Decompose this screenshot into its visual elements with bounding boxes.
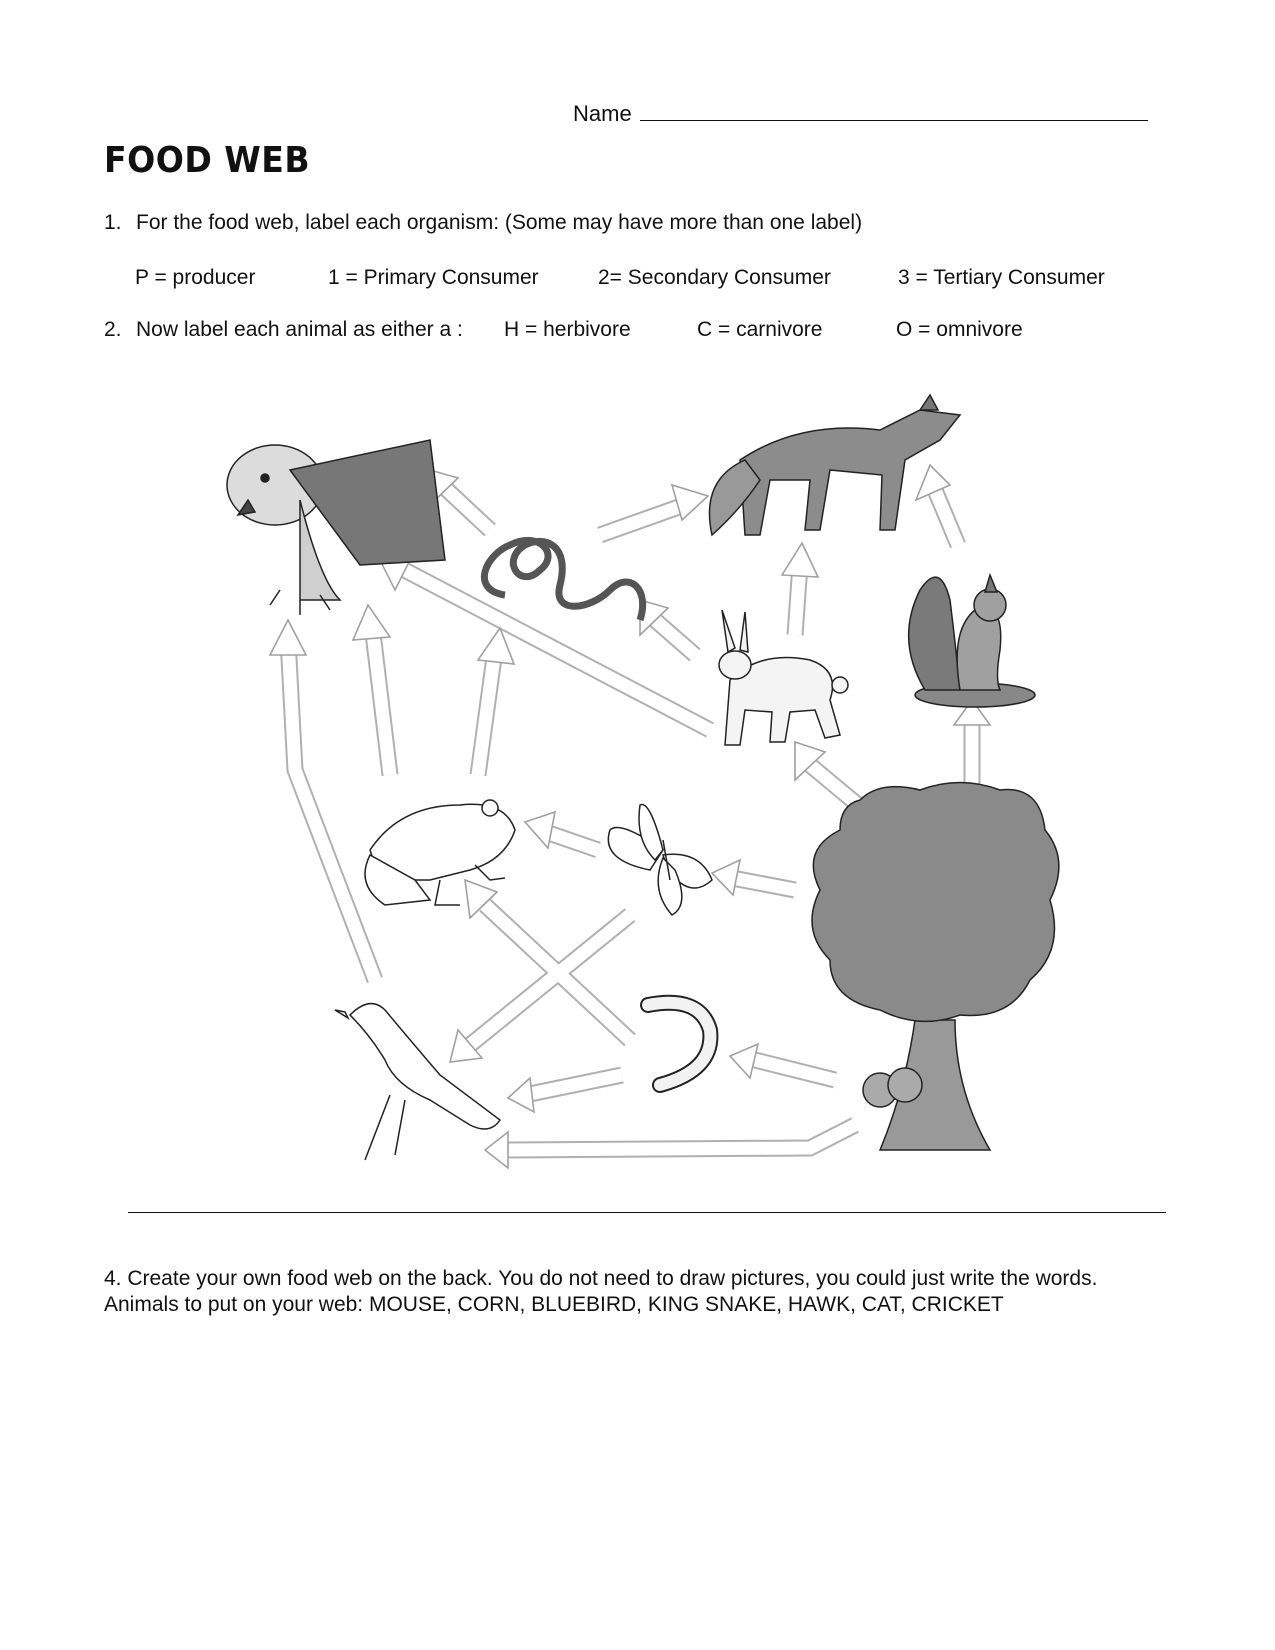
label-secondary-consumer: 2= Secondary Consumer	[598, 266, 831, 289]
question-1-text: For the food web, label each organism: (Some may have more than one label)	[136, 211, 863, 234]
divider-line	[128, 1212, 1166, 1213]
rabbit-figure	[719, 610, 848, 745]
arrowhead	[782, 543, 818, 577]
label-carnivore: C = carnivore	[697, 318, 823, 341]
question-2-text: Now label each animal as either a :	[136, 318, 463, 341]
tree-figure	[812, 783, 1059, 1151]
question-2-number: 2.	[104, 318, 122, 341]
label-omnivore: O = omnivore	[896, 318, 1023, 341]
arrowhead	[353, 605, 390, 640]
arrowhead	[730, 1044, 758, 1078]
name-label: Name	[573, 101, 632, 126]
label-primary-consumer: 1 = Primary Consumer	[328, 266, 539, 289]
arrowhead	[485, 1132, 508, 1168]
bird-figure	[335, 1004, 500, 1160]
worksheet-title: FOOD WEB	[104, 140, 311, 181]
snake-figure	[484, 540, 642, 620]
butterfly-figure	[608, 805, 712, 915]
fox-figure	[709, 395, 960, 535]
arrowhead	[508, 1078, 534, 1112]
arrowhead	[270, 620, 306, 655]
hawk-figure	[227, 440, 445, 615]
question-4: 4. Create your own food web on the back. You do not need to draw pictures, you could just write the words. Animals to put on your web: MOUSE, CORN, BLUEBIRD, KING SNAKE, HAWK, CAT, CRICKET	[104, 1267, 1098, 1316]
arrowhead	[712, 860, 740, 895]
label-herbivore: H = herbivore	[504, 318, 631, 341]
squirrel-figure	[909, 575, 1035, 707]
frog-figure	[365, 800, 515, 905]
label-tertiary-consumer: 3 = Tertiary Consumer	[898, 266, 1105, 289]
label-producer: P = producer	[135, 266, 256, 289]
question-1-number: 1.	[104, 211, 122, 234]
